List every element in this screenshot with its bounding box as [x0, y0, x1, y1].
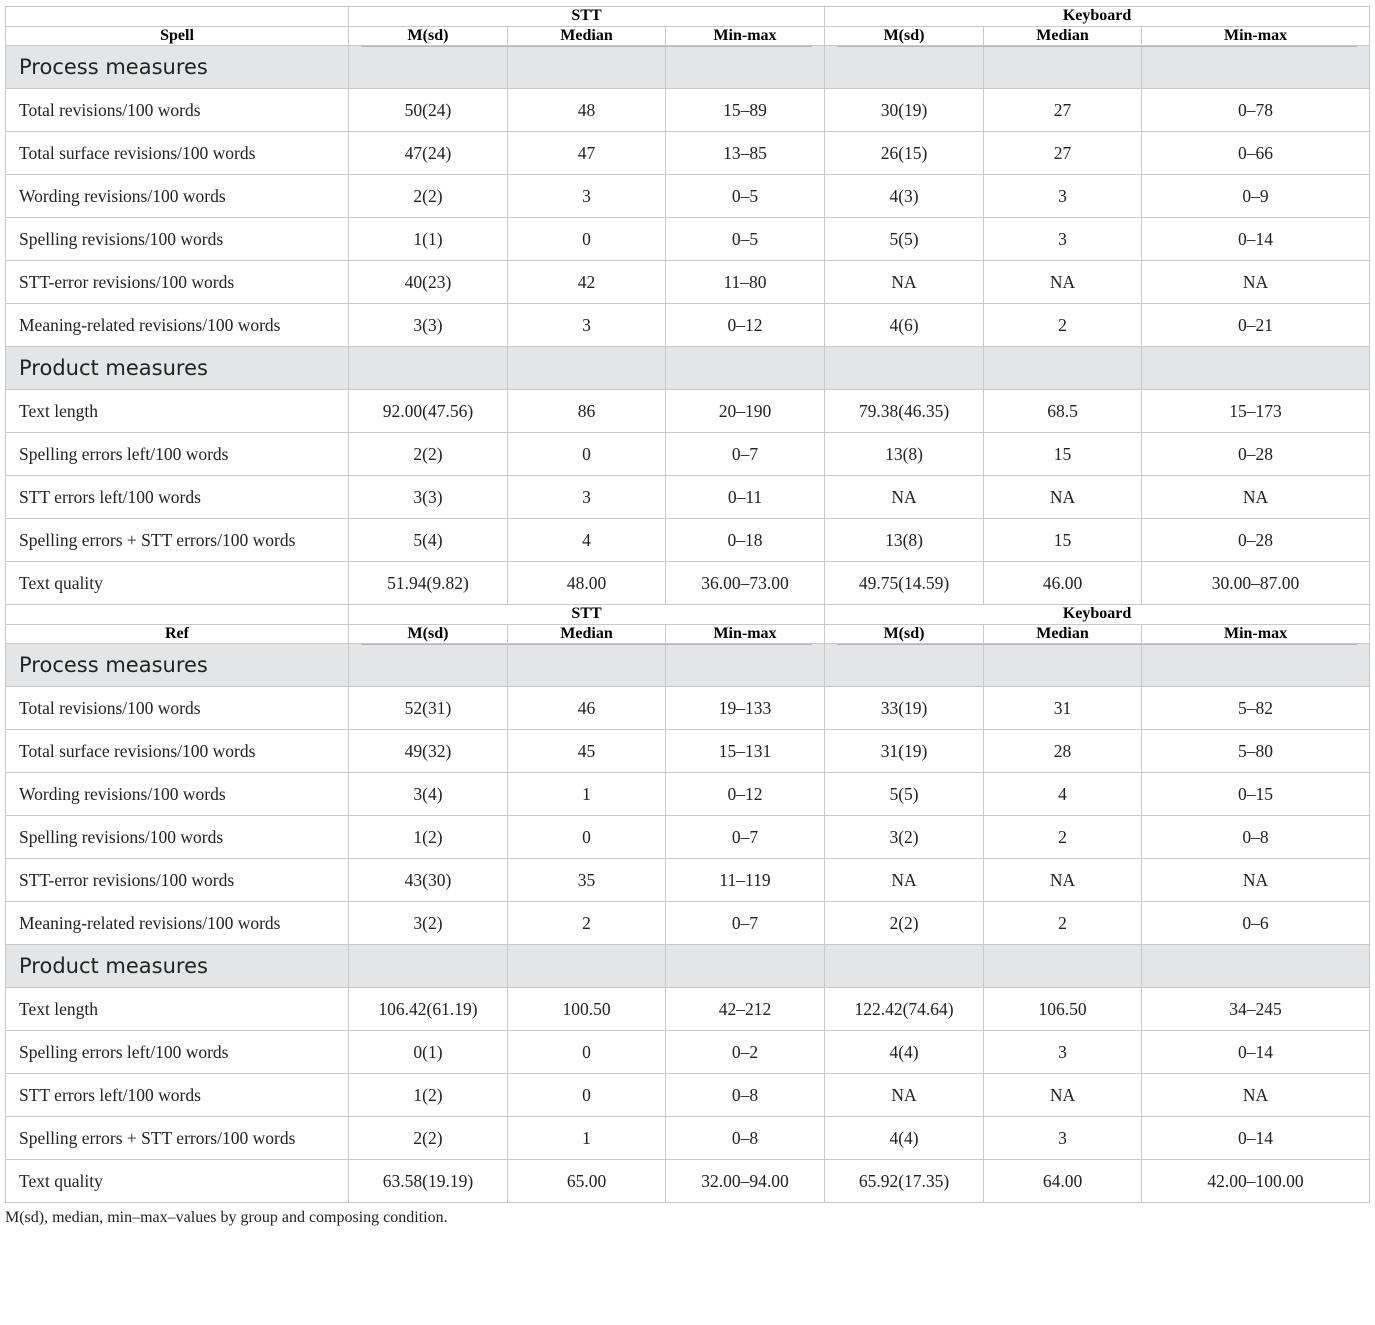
section-blank-cell: [349, 945, 508, 988]
header-divider-line: [361, 46, 812, 47]
table-row: [6, 988, 1370, 1031]
value-cell: 30(19): [825, 89, 984, 132]
column-header: Median: [508, 625, 666, 644]
table-body: [6, 7, 1370, 1203]
value-cell: 79.38(46.35): [825, 390, 984, 433]
keyboard-header-label: Keyboard: [1062, 7, 1132, 24]
column-header: Median: [984, 625, 1142, 644]
value-cell: 5(5): [825, 773, 984, 816]
section-blank-cell: [666, 945, 825, 988]
measure-label: STT errors left/100 words: [6, 1074, 349, 1117]
value-cell: 2(2): [349, 175, 508, 218]
value-cell: 35: [508, 859, 666, 902]
value-cell: 3(2): [349, 902, 508, 945]
value-cell: 3(4): [349, 773, 508, 816]
measure-label: Spelling errors + STT errors/100 words: [6, 1117, 349, 1160]
section-blank-cell: [1142, 945, 1370, 988]
value-cell: 26(15): [825, 132, 984, 175]
measure-label: Text quality: [6, 1160, 349, 1203]
value-cell: 46: [508, 687, 666, 730]
value-cell: 13(8): [825, 433, 984, 476]
stt-header: [349, 605, 825, 625]
measure-label: Spelling revisions/100 words: [6, 816, 349, 859]
value-cell: 19–133: [666, 687, 825, 730]
stt-header-label: STT: [571, 605, 602, 622]
value-cell: NA: [984, 1074, 1142, 1117]
section-title: Process measures: [6, 644, 349, 687]
value-cell: 34–245: [1142, 988, 1370, 1031]
value-cell: 100.50: [508, 988, 666, 1031]
column-header: M(sd): [349, 27, 508, 46]
group-label: Spell: [6, 27, 349, 46]
table-row: [6, 261, 1370, 304]
header-divider-line: [837, 644, 1357, 645]
value-cell: 48: [508, 89, 666, 132]
value-cell: 0: [508, 816, 666, 859]
value-cell: 31(19): [825, 730, 984, 773]
section-blank-cell: [984, 46, 1142, 89]
value-cell: 51.94(9.82): [349, 562, 508, 605]
table-row: [6, 562, 1370, 605]
column-header: M(sd): [349, 625, 508, 644]
table-row: [6, 773, 1370, 816]
table-row: [6, 89, 1370, 132]
measure-label: Spelling revisions/100 words: [6, 218, 349, 261]
measure-label: Text length: [6, 988, 349, 1031]
keyboard-header: [825, 7, 1370, 27]
value-cell: 0: [508, 1031, 666, 1074]
value-cell: 0–7: [666, 902, 825, 945]
section-blank-cell: [349, 644, 508, 687]
column-header: Median: [984, 27, 1142, 46]
value-cell: 65.00: [508, 1160, 666, 1203]
value-cell: 0: [508, 218, 666, 261]
value-cell: 47(24): [349, 132, 508, 175]
section-header-row: [6, 945, 1370, 988]
value-cell: 0–28: [1142, 519, 1370, 562]
section-blank-cell: [1142, 46, 1370, 89]
section-blank-cell: [825, 46, 984, 89]
measure-label: Total revisions/100 words: [6, 89, 349, 132]
table-footnote: M(sd), median, min–max–values by group and composing condition.: [5, 1209, 448, 1226]
value-cell: 0–14: [1142, 1031, 1370, 1074]
measure-label: Spelling errors + STT errors/100 words: [6, 519, 349, 562]
value-cell: 0–8: [666, 1117, 825, 1160]
value-cell: 49(32): [349, 730, 508, 773]
table-row: [6, 390, 1370, 433]
value-cell: 0–66: [1142, 132, 1370, 175]
measure-label: STT-error revisions/100 words: [6, 859, 349, 902]
value-cell: 4: [984, 773, 1142, 816]
value-cell: 11–119: [666, 859, 825, 902]
value-cell: 2(2): [349, 1117, 508, 1160]
measure-label: STT errors left/100 words: [6, 476, 349, 519]
value-cell: 3: [984, 218, 1142, 261]
value-cell: 30.00–87.00: [1142, 562, 1370, 605]
value-cell: 47: [508, 132, 666, 175]
measure-label: Total revisions/100 words: [6, 687, 349, 730]
value-cell: 15: [984, 519, 1142, 562]
measure-label: Spelling errors left/100 words: [6, 433, 349, 476]
section-blank-cell: [508, 347, 666, 390]
value-cell: 1: [508, 1117, 666, 1160]
value-cell: 36.00–73.00: [666, 562, 825, 605]
keyboard-header: [825, 605, 1370, 625]
value-cell: NA: [825, 476, 984, 519]
value-cell: 42: [508, 261, 666, 304]
value-cell: 32.00–94.00: [666, 1160, 825, 1203]
header-divider-line: [361, 644, 812, 645]
measure-label: Text quality: [6, 562, 349, 605]
value-cell: 0–2: [666, 1031, 825, 1074]
table-row: [6, 816, 1370, 859]
value-cell: 50(24): [349, 89, 508, 132]
value-cell: 0–8: [666, 1074, 825, 1117]
value-cell: 27: [984, 89, 1142, 132]
value-cell: NA: [1142, 1074, 1370, 1117]
value-cell: 1(2): [349, 816, 508, 859]
value-cell: 0–5: [666, 218, 825, 261]
value-cell: 65.92(17.35): [825, 1160, 984, 1203]
value-cell: 3: [984, 1117, 1142, 1160]
stt-header: [349, 7, 825, 27]
column-header: M(sd): [825, 625, 984, 644]
value-cell: 0–14: [1142, 218, 1370, 261]
section-blank-cell: [666, 644, 825, 687]
table-row: [6, 519, 1370, 562]
value-cell: 3: [984, 1031, 1142, 1074]
table-row: [6, 175, 1370, 218]
header-divider-line: [837, 46, 1357, 47]
measure-label: STT-error revisions/100 words: [6, 261, 349, 304]
value-cell: 0–6: [1142, 902, 1370, 945]
value-cell: 0: [508, 1074, 666, 1117]
section-title: Product measures: [6, 945, 349, 988]
value-cell: 92.00(47.56): [349, 390, 508, 433]
value-cell: 4(6): [825, 304, 984, 347]
column-header: Min-max: [666, 625, 825, 644]
section-blank-cell: [666, 46, 825, 89]
value-cell: NA: [984, 476, 1142, 519]
value-cell: 5(5): [825, 218, 984, 261]
keyboard-header-label: Keyboard: [1062, 605, 1132, 622]
value-cell: 2: [508, 902, 666, 945]
measure-label: Meaning-related revisions/100 words: [6, 304, 349, 347]
measure-label: Spelling errors left/100 words: [6, 1031, 349, 1074]
value-cell: NA: [984, 859, 1142, 902]
value-cell: 2: [984, 902, 1142, 945]
value-cell: 46.00: [984, 562, 1142, 605]
section-header-row: [6, 46, 1370, 89]
table-row: [6, 1074, 1370, 1117]
section-header-row: [6, 644, 1370, 687]
value-cell: 0–7: [666, 433, 825, 476]
value-cell: NA: [825, 1074, 984, 1117]
section-blank-cell: [984, 644, 1142, 687]
value-cell: 4(4): [825, 1031, 984, 1074]
value-cell: 1(1): [349, 218, 508, 261]
section-blank-cell: [984, 347, 1142, 390]
value-cell: 3(2): [825, 816, 984, 859]
section-header-row: [6, 347, 1370, 390]
section-blank-cell: [825, 945, 984, 988]
results-table: [5, 6, 1370, 1203]
value-cell: 0: [508, 433, 666, 476]
value-cell: 15: [984, 433, 1142, 476]
table-row: [6, 218, 1370, 261]
value-cell: 1: [508, 773, 666, 816]
column-header: Min-max: [666, 27, 825, 46]
measure-label: Total surface revisions/100 words: [6, 132, 349, 175]
value-cell: NA: [1142, 476, 1370, 519]
value-cell: 52(31): [349, 687, 508, 730]
value-cell: 68.5: [984, 390, 1142, 433]
value-cell: 0(1): [349, 1031, 508, 1074]
value-cell: 1(2): [349, 1074, 508, 1117]
table-row: [6, 730, 1370, 773]
value-cell: 0–15: [1142, 773, 1370, 816]
group-header-row: [6, 605, 1370, 625]
value-cell: 0–18: [666, 519, 825, 562]
section-title: Product measures: [6, 347, 349, 390]
value-cell: 13(8): [825, 519, 984, 562]
value-cell: 13–85: [666, 132, 825, 175]
value-cell: 3: [508, 175, 666, 218]
value-cell: 0–78: [1142, 89, 1370, 132]
table-row: [6, 687, 1370, 730]
value-cell: 20–190: [666, 390, 825, 433]
value-cell: 31: [984, 687, 1142, 730]
value-cell: 11–80: [666, 261, 825, 304]
measure-label: Meaning-related revisions/100 words: [6, 902, 349, 945]
value-cell: 122.42(74.64): [825, 988, 984, 1031]
value-cell: 3: [508, 476, 666, 519]
value-cell: 15–89: [666, 89, 825, 132]
value-cell: 5–80: [1142, 730, 1370, 773]
value-cell: 0–7: [666, 816, 825, 859]
section-blank-cell: [349, 347, 508, 390]
value-cell: 3: [508, 304, 666, 347]
value-cell: 4(4): [825, 1117, 984, 1160]
value-cell: 43(30): [349, 859, 508, 902]
value-cell: 27: [984, 132, 1142, 175]
value-cell: 0–21: [1142, 304, 1370, 347]
section-blank-cell: [666, 347, 825, 390]
value-cell: NA: [1142, 859, 1370, 902]
section-blank-cell: [508, 945, 666, 988]
measure-label: Wording revisions/100 words: [6, 773, 349, 816]
header-blank-cell: [6, 7, 349, 27]
table-row: [6, 902, 1370, 945]
value-cell: 3: [984, 175, 1142, 218]
value-cell: 5–82: [1142, 687, 1370, 730]
value-cell: 0–28: [1142, 433, 1370, 476]
section-blank-cell: [1142, 644, 1370, 687]
value-cell: 15–131: [666, 730, 825, 773]
value-cell: 4: [508, 519, 666, 562]
value-cell: 2(2): [825, 902, 984, 945]
value-cell: 42–212: [666, 988, 825, 1031]
value-cell: 2(2): [349, 433, 508, 476]
table-row: [6, 1117, 1370, 1160]
table-row: [6, 1160, 1370, 1203]
value-cell: 106.42(61.19): [349, 988, 508, 1031]
table-row: [6, 304, 1370, 347]
value-cell: 63.58(19.19): [349, 1160, 508, 1203]
results-table-container: [5, 6, 1369, 1227]
measure-label: Text length: [6, 390, 349, 433]
section-blank-cell: [349, 46, 508, 89]
section-blank-cell: [825, 347, 984, 390]
value-cell: 15–173: [1142, 390, 1370, 433]
value-cell: 4(3): [825, 175, 984, 218]
column-header: Min-max: [1142, 625, 1370, 644]
value-cell: 86: [508, 390, 666, 433]
value-cell: NA: [1142, 261, 1370, 304]
column-header-row: [6, 625, 1370, 644]
section-blank-cell: [508, 644, 666, 687]
value-cell: 3(3): [349, 476, 508, 519]
column-header: M(sd): [825, 27, 984, 46]
value-cell: 0–9: [1142, 175, 1370, 218]
value-cell: 106.50: [984, 988, 1142, 1031]
value-cell: 48.00: [508, 562, 666, 605]
value-cell: 5(4): [349, 519, 508, 562]
section-blank-cell: [984, 945, 1142, 988]
header-blank-cell: [6, 605, 349, 625]
value-cell: NA: [825, 261, 984, 304]
measure-label: Total surface revisions/100 words: [6, 730, 349, 773]
column-header-row: [6, 27, 1370, 46]
value-cell: 64.00: [984, 1160, 1142, 1203]
value-cell: 40(23): [349, 261, 508, 304]
section-title: Process measures: [6, 46, 349, 89]
value-cell: 49.75(14.59): [825, 562, 984, 605]
value-cell: 28: [984, 730, 1142, 773]
value-cell: 3(3): [349, 304, 508, 347]
value-cell: NA: [984, 261, 1142, 304]
section-blank-cell: [1142, 347, 1370, 390]
table-row: [6, 132, 1370, 175]
table-row: [6, 1031, 1370, 1074]
value-cell: 0–11: [666, 476, 825, 519]
value-cell: 0–12: [666, 304, 825, 347]
value-cell: NA: [825, 859, 984, 902]
table-row: [6, 859, 1370, 902]
value-cell: 33(19): [825, 687, 984, 730]
value-cell: 42.00–100.00: [1142, 1160, 1370, 1203]
column-header: Median: [508, 27, 666, 46]
value-cell: 0–14: [1142, 1117, 1370, 1160]
stt-header-label: STT: [571, 7, 602, 24]
measure-label: Wording revisions/100 words: [6, 175, 349, 218]
table-row: [6, 433, 1370, 476]
group-label: Ref: [6, 625, 349, 644]
section-blank-cell: [508, 46, 666, 89]
value-cell: 2: [984, 816, 1142, 859]
table-row: [6, 476, 1370, 519]
value-cell: 0–12: [666, 773, 825, 816]
value-cell: 2: [984, 304, 1142, 347]
column-header: Min-max: [1142, 27, 1370, 46]
group-header-row: [6, 7, 1370, 27]
value-cell: 0–5: [666, 175, 825, 218]
section-blank-cell: [825, 644, 984, 687]
value-cell: 0–8: [1142, 816, 1370, 859]
value-cell: 45: [508, 730, 666, 773]
